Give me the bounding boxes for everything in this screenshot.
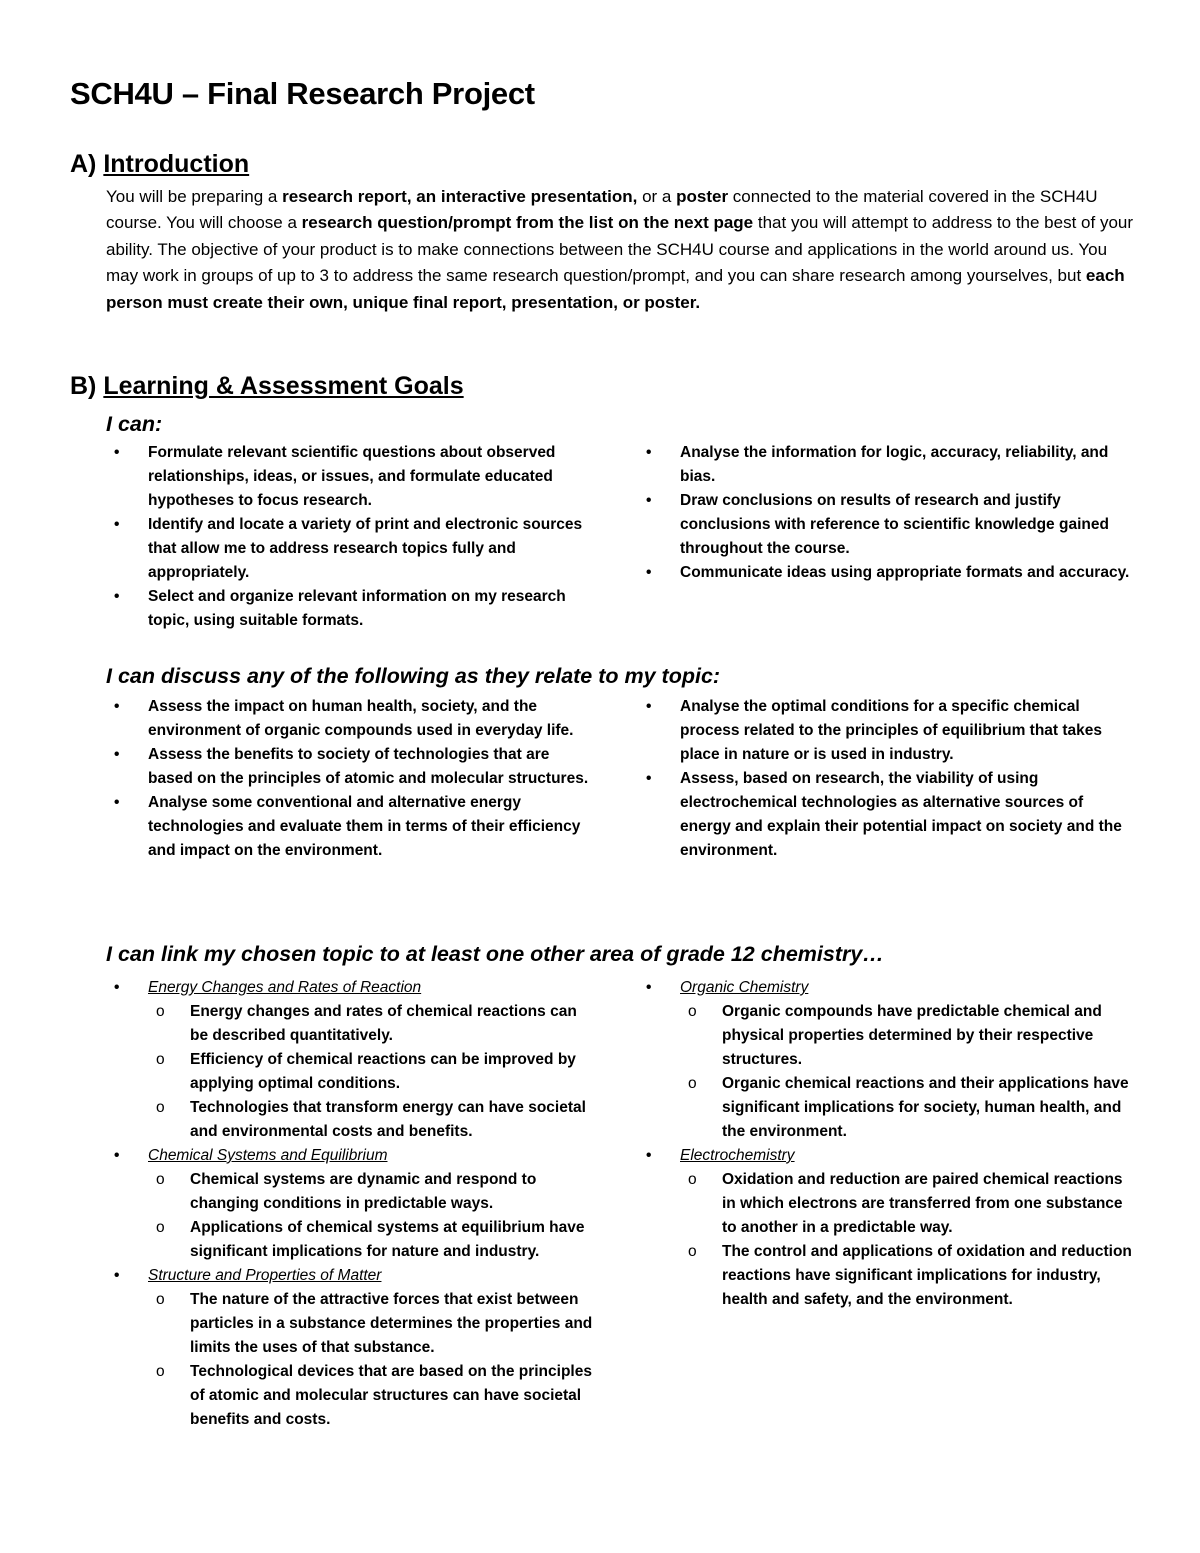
list-item: • Assess, based on research, the viability of using electrochemical technologies as alternative sources of energy and explain their potential impact on society and the environment. (638, 767, 1138, 863)
goals-heading (70, 372, 464, 401)
discuss-left-column (106, 695, 596, 863)
list-item: • Analyse the information for logic, accuracy, reliability, and bias. (638, 441, 1138, 489)
sub-list-item: o Efficiency of chemical reactions can be improved by applying optimal conditions. (148, 1048, 596, 1096)
chemistry-area-sublist (148, 1000, 596, 1144)
intro-segment: connected to the material covered in the SCH4U course. You will choose a (106, 187, 1098, 233)
chemistry-area-title: Structure and Properties of Matter (148, 1267, 382, 1284)
intro-segment: You will be preparing a (106, 187, 283, 206)
link-right-column (638, 976, 1138, 1312)
intro-segment: research report, an interactive presentation, (282, 187, 638, 206)
link-left-column (106, 976, 596, 1432)
goals-label: B) (70, 372, 97, 400)
chemistry-area-item (106, 1144, 596, 1264)
chemistry-area-sublist (148, 1288, 596, 1432)
chemistry-area-sublist (148, 1168, 596, 1264)
intro-heading (70, 150, 249, 179)
can-right-list (638, 441, 1138, 585)
list-item: • Draw conclusions on results of research and justify conclusions with reference to scientific knowledge gained throughout the course. (638, 489, 1138, 561)
sub-list-item: o The nature of the attractive forces that exist between particles in a substance determines the properties and limits the uses of that substance. (148, 1288, 596, 1360)
intro-segment: research question/prompt from the list on the next page (301, 213, 754, 233)
sub-list-item: o The control and applications of oxidation and reduction reactions have significant implications for industry, health and safety, and the environment. (680, 1240, 1138, 1312)
intro-paragraph (106, 184, 1136, 316)
discuss-subheading: I can discuss any of the following as they relate to my topic: (106, 664, 721, 688)
sub-list-item: o Chemical systems are dynamic and respond to changing conditions in predictable ways. (148, 1168, 596, 1216)
sub-list-item: o Technological devices that are based on the principles of atomic and molecular structures can have societal benefits and costs. (148, 1360, 596, 1432)
link-subheading: I can link my chosen topic to at least one other area of grade 12 chemistry… (106, 942, 884, 966)
chemistry-area-title: Organic Chemistry (680, 979, 809, 996)
list-item: • Formulate relevant scientific questions about observed relationships, ideas, or issues, and formulate educated hypotheses to focus research. (106, 441, 596, 513)
chemistry-area-sublist (680, 1000, 1138, 1144)
can-left-list (106, 441, 596, 633)
chemistry-area-title: Chemical Systems and Equilibrium (148, 1147, 388, 1164)
can-left-column (106, 441, 596, 633)
chemistry-area-item (638, 976, 1138, 1144)
intro-segment: or a (637, 187, 677, 206)
goals-heading-text: Learning & Assessment Goals (103, 372, 464, 400)
sub-list-item: o Organic chemical reactions and their applications have significant implications for society, human health, and the environment. (680, 1072, 1138, 1144)
list-item: • Analyse some conventional and alternative energy technologies and evaluate them in terms of their efficiency and impact on the environment. (106, 791, 596, 863)
chemistry-area-item (106, 1264, 596, 1432)
sub-list-item: o Oxidation and reduction are paired chemical reactions in which electrons are transferred from one substance to another in a predictable way. (680, 1168, 1138, 1240)
discuss-left-list (106, 695, 596, 863)
chemistry-area-title: Electrochemistry (680, 1147, 795, 1164)
sub-list-item: o Applications of chemical systems at equilibrium have significant implications for nature and industry. (148, 1216, 596, 1264)
list-item: • Identify and locate a variety of print and electronic sources that allow me to address research topics fully and appropriately. (106, 513, 596, 585)
discuss-right-list (638, 695, 1138, 863)
intro-segment: poster (676, 187, 729, 206)
chemistry-area-title: Energy Changes and Rates of Reaction (148, 979, 422, 996)
chemistry-area-item (638, 1144, 1138, 1312)
sub-list-item: o Organic compounds have predictable chemical and physical properties determined by their respective structures. (680, 1000, 1138, 1072)
list-item: • Communicate ideas using appropriate formats and accuracy. (638, 561, 1138, 585)
discuss-right-column (638, 695, 1138, 863)
intro-segment: each person must create their own, unique final report, presentation, or poster. (106, 266, 1125, 312)
list-item: • Analyse the optimal conditions for a specific chemical process related to the principles of equilibrium that takes place in nature or is used in industry. (638, 695, 1138, 767)
chemistry-area-sublist (680, 1168, 1138, 1312)
intro-heading-text: Introduction (103, 150, 250, 178)
list-item: • Select and organize relevant information on my research topic, using suitable formats. (106, 585, 596, 633)
intro-label: A) (70, 150, 97, 178)
can-subheading: I can: (106, 412, 163, 436)
link-left-list (106, 976, 596, 1432)
page-title: SCH4U – Final Research Project (70, 76, 535, 111)
sub-list-item: o Technologies that transform energy can have societal and environmental costs and benefits. (148, 1096, 596, 1144)
link-right-list (638, 976, 1138, 1312)
chemistry-area-item (106, 976, 596, 1144)
list-item: • Assess the benefits to society of technologies that are based on the principles of atomic and molecular structures. (106, 743, 596, 791)
list-item: • Assess the impact on human health, society, and the environment of organic compounds used in everyday life. (106, 695, 596, 743)
can-right-column (638, 441, 1138, 585)
sub-list-item: o Energy changes and rates of chemical reactions can be described quantitatively. (148, 1000, 596, 1048)
intro-segment: that you will attempt to address to the best of your ability. The objective of your product is to make connections between the SCH4U course and applications in the world around us. You may work in groups of up to 3 to address the same research question/prompt, and you can share research among yourselves, but (106, 213, 1134, 286)
